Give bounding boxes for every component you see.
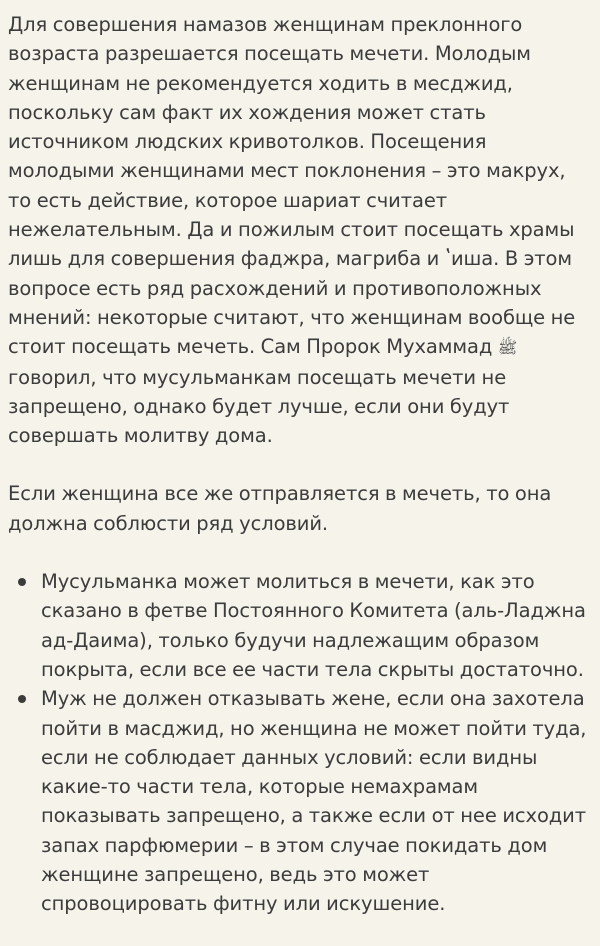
bullet-dot-icon: [18, 695, 26, 703]
conditions-list: [8, 567, 594, 919]
salawat-symbol: ﷺ: [497, 338, 518, 358]
paragraph-intro: [8, 10, 594, 450]
list-item-text: Мусульманка может молиться в мечети, как это сказано в фетве Постоянного Комитета (аль-Ладжна ад-Даима), только будучи надлежащим образом покрыта, если все ее части тела скрыты достаточно.: [41, 570, 586, 681]
paragraph-conditions: Если женщина все же отправляется в мечеть, то она должна соблюсти ряд условий.: [8, 482, 552, 535]
bullet-dot-icon: [18, 578, 26, 586]
list-item: [8, 684, 594, 918]
paragraph-intro-text-after: говорил, что мусульманкам посещать мечети не запрещено, однако будет лучше, если они будут совершать молитву дома.: [8, 365, 510, 448]
list-item: [8, 567, 594, 684]
paragraph-intro-text-before: Для совершения намазов женщинам преклонного возраста разрешается посещать мечети. Молодым женщинам не рекомендуется ходить в месджид, поскольку сам факт их хождения может стать источником людских кривотолков. Посещения молодыми женщинами мест поклонения – это макрух, то есть действие, которое шариат считает нежелательным. Да и пожилым стоит посещать храмы лишь для совершения фаджра, магриба и ʽиша. В этом вопросе есть ряд расхождений и противоположных мнений: некоторые считают, что женщинам вообще не стоит посещать мечеть. Сам Пророк Мухаммад: [8, 13, 576, 359]
list-item-text: Муж не должен отказывать жене, если она захотела пойти в масджид, но женщина не может пойти туда, если не соблюдает данных условий: если видны какие-то части тела, которые немахрамам показывать запрещено, а также если от нее исходит запах парфюмерии – в этом случае покидать дом женщине запрещено, ведь это может спровоцировать фитну или искушение.: [41, 687, 587, 916]
